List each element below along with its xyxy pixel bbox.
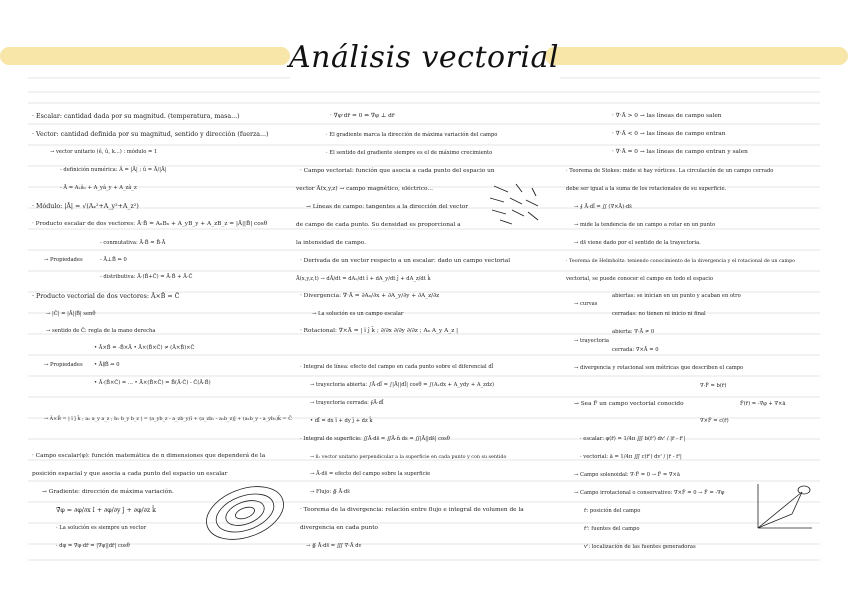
text-line: → La solución es un campo escalar <box>312 311 404 317</box>
text-line: · La solución es siempre un vector <box>56 525 147 531</box>
text-line: · ∇̄·Ā > 0 → las líneas de campo salen <box>612 113 722 119</box>
text-line: → Líneas de campo: tangentes a la dirección del vector <box>306 204 469 210</box>
text-line: → Campo solenoidal: ∇̄·F̄ = 0 → F̄ = ∇̄×ā <box>574 472 680 478</box>
text-line: · Divergencia: ∇̄·Ā = ∂Aₓ/∂x + ∂A_y/∂y + ∂A_z/∂z <box>300 293 440 299</box>
text-line: la intensidad de campo. <box>296 240 366 246</box>
text-line: F̄(r̄) = -∇̄φ + ∇̄×ā <box>740 401 786 407</box>
text-line: • Ā·(B̄×C̄) = ... • Ā×(B̄×C̄) = B̄(Ā·C̄) - C̄(Ā·B̄) <box>94 380 211 386</box>
text-line: → Propiedades <box>44 257 83 263</box>
text-line: · Escalar: cantidad dada por su magnitud. (temperatura, masa...) <box>32 113 240 120</box>
text-line: → mide la tendencia de un campo a rotar en un punto <box>574 222 716 228</box>
text-line: - conmutativa: Ā·B̄ = B̄·Ā <box>100 240 166 246</box>
text-line: · Vector: cantidad definida por su magnitud, sentido y dirección (fuerza...) <box>32 131 269 138</box>
text-line: · Teorema de Helmholtz: teniendo conocimiento de la divergencia y el rotacional de un campo <box>566 259 796 264</box>
text-line: → ∮ Ā·dl̄ = ∬ (∇̄×Ā)·ds̄ <box>574 204 632 210</box>
text-line: divergencia en cada punto <box>300 525 379 531</box>
text-line: → trayectoria <box>574 338 609 344</box>
text-line: · dφ = ∇̄φ·dr̄ = |∇̄φ||dr̄| cosθ <box>56 543 130 549</box>
text-line: - definición numérica: Â = |Ā| ; û = Ā/|Ā| <box>60 167 167 173</box>
text-line: → divergencia y rotacional son métricas que describen el campo <box>574 365 744 371</box>
text-line: · Integral de línea: efecto del campo en cada punto sobre el diferencial dl̄ <box>300 364 494 370</box>
text-line: → sentido de C̄: regla de la mano derecha <box>46 328 156 334</box>
text-line: · escalar: φ(r̄) = 1/4π ∭ b(r̄') dv' / |r̄ - r̄'| <box>580 436 686 442</box>
text-line: · El sentido del gradiente siempre es el de máximo crecimiento <box>326 150 493 156</box>
text-line: • Ā×B̄ = -B̄×Ā • Ā×(B̄×C̄) ≠ (Ā×B̄)×C̄ <box>94 345 195 351</box>
text-line: ∇̄·F̄ = b(r̄) <box>700 383 727 389</box>
text-line: · Producto escalar de dos vectores: Ā·B̄ = AₓBₓ + A_yB_y + A_zB_z = |Ā||B̄| cosθ <box>32 221 268 227</box>
text-line: vectorial, se puede conocer el campo en todo el espacio <box>566 276 714 282</box>
text-line: · Integral de superficie: ∬Ā·ds̄ = ∬Ā·n̂ ds = ∬|Ā||ds̄| cosθ <box>300 436 450 442</box>
text-line: abiertas: se inician en un punto y acaban en otro <box>612 293 741 299</box>
text-line: · El gradiente marca la dirección de máxima variación del campo <box>326 132 498 138</box>
page-title: Análisis vectorial <box>288 40 560 75</box>
text-line: v': localización de las fuentes generadoras <box>584 544 696 550</box>
text-line: → Flujo: ∯ Ā·ds̄ <box>310 489 350 495</box>
text-line: ∇̄×F̄ = c(r̄) <box>700 418 729 424</box>
text-line: cerradas: no tienen ni inicio ni final <box>612 311 706 317</box>
text-line: ∇̄φ = ∂φ/∂x î + ∂φ/∂y ĵ + ∂φ/∂z k̂ <box>56 507 156 514</box>
text-line: vector Ā(x,y,z) → campo magnético, eléctrico... <box>296 186 433 192</box>
text-line: → Sea F̄ un campo vectorial conocido <box>574 401 684 407</box>
text-line: debe ser igual a la suma de los rotacionales de su superficie. <box>566 186 727 192</box>
text-line: cerrada: ∇̄×Ā = 0 <box>612 347 659 353</box>
text-line: · ∇̄φ·dr̄ = 0 ⇔ ∇̄φ ⊥ dr̄ <box>330 113 395 119</box>
text-line: → |C̄| = |Ā||B̄| senθ <box>46 311 96 317</box>
text-line: r̄': fuentes del campo <box>584 526 640 532</box>
text-line: - Ā⊥B̄ ⇔ 0 <box>100 257 127 263</box>
text-line: - Ā = Aₓâₓ + A_yâ_y + A_zâ_z <box>60 185 137 191</box>
text-line: • dl̄ = dx î + dy ĵ + dz k̂ <box>310 418 373 424</box>
text-line: · Producto vectorial de dos vectores: Ā×B̄ = C̄ <box>32 293 180 300</box>
text-line: · Campo escalar(φ): función matemática de n dimensiones que dependerá de la <box>32 453 266 459</box>
text-line: posición espacial y que asocia a cada punto del espacio un escalar <box>32 471 228 477</box>
text-line: · Teorema de la divergencia: relación entre flujo e integral de volumen de la <box>300 507 524 513</box>
level-curves-sketch <box>200 478 290 548</box>
text-line: · ∇̄·Ā = 0 → las líneas de campo entran y salen <box>612 149 748 155</box>
text-line: de campo de cada punto. Su densidad es proporcional a <box>296 222 461 228</box>
position-vectors-sketch <box>752 478 818 534</box>
text-line: → vector unitario (ê, û, k...) : módulo = 1 <box>50 149 158 155</box>
text-line: · ∇̄·Ā < 0 → las líneas de campo entran <box>612 131 726 137</box>
text-line: • Ā∥B̄ ⇔ 0 <box>94 362 120 368</box>
text-line: · Teorema de Stokes: mide si hay vórtices. La circulación de un campo cerrado <box>566 168 774 174</box>
text-line: · Módulo: |Ā| = √(Aₓ²+A_y²+A_z²) <box>32 203 139 210</box>
text-line: → n̂: vector unitario perpendicular a la superficie en cada punto y con su sentido <box>310 455 507 460</box>
text-line: → trayectoria abierta: ∫Ā·dl̄ = ∫|Ā||dl̄| cosθ = ∫(Aₓdx + A_ydy + A_zdz) <box>310 382 494 388</box>
text-line: · Derivada de un vector respecto a un escalar: dado un campo vectorial <box>300 258 511 264</box>
text-line: - distributiva: Ā·(B̄+C̄) = Ā·B̄ + Ā·C̄ <box>100 274 193 280</box>
text-line: → ds̄ viene dado por el sentido de la trayectoria. <box>574 240 701 246</box>
text-line: r̄: posición del campo <box>584 508 641 514</box>
vector-field-sketch <box>486 180 542 226</box>
text-line: · Rotacional: ∇̄×Ā = | î ĵ k̂ ; ∂/∂x ∂/∂y ∂/∂z ; Aₓ A_y A_z | <box>300 328 459 334</box>
text-line: → curvas <box>574 301 598 307</box>
text-line: · vectorial: ā = 1/4π ∭ c(r̄') dv' / |r̄ - r̄'| <box>580 454 682 460</box>
text-line: → ∯ Ā·ds̄ = ∭ ∇̄·Ā dv <box>306 543 362 549</box>
text-line: → Gradiente: dirección de máxima variación. <box>42 489 174 495</box>
text-line: Ā(x,y,z,t) → dĀ/dt = dAₓ/dt î + dA_y/dt ĵ + dA_z/dt k̂ <box>296 276 431 282</box>
text-line: → Ā×B̄ = | î ĵ k̂ ; aₓ a_y a_z ; bₓ b_y b_z | = (a_yb_z - a_zb_y)î + (a_zbₓ - aₓb_z)ĵ + (aₓb_y - a_ybₓ)k̂ = C̄ <box>44 416 292 422</box>
text-line: → Propiedades <box>44 362 83 368</box>
text-line: → Ā·ds̄ = efecto del campo sobre la superficie <box>310 471 431 477</box>
text-line: → trayectoria cerrada: ∮Ā·dl̄ <box>310 400 384 406</box>
text-line: → Campo irrotacional o conservativo: ∇̄×F̄ = 0 → F̄ = -∇̄φ <box>574 490 725 496</box>
text-line: abierta: ∇̄·Ā ≠ 0 <box>612 329 655 335</box>
text-line: · Campo vectorial: función que asocia a cada punto del espacio un <box>300 168 495 174</box>
